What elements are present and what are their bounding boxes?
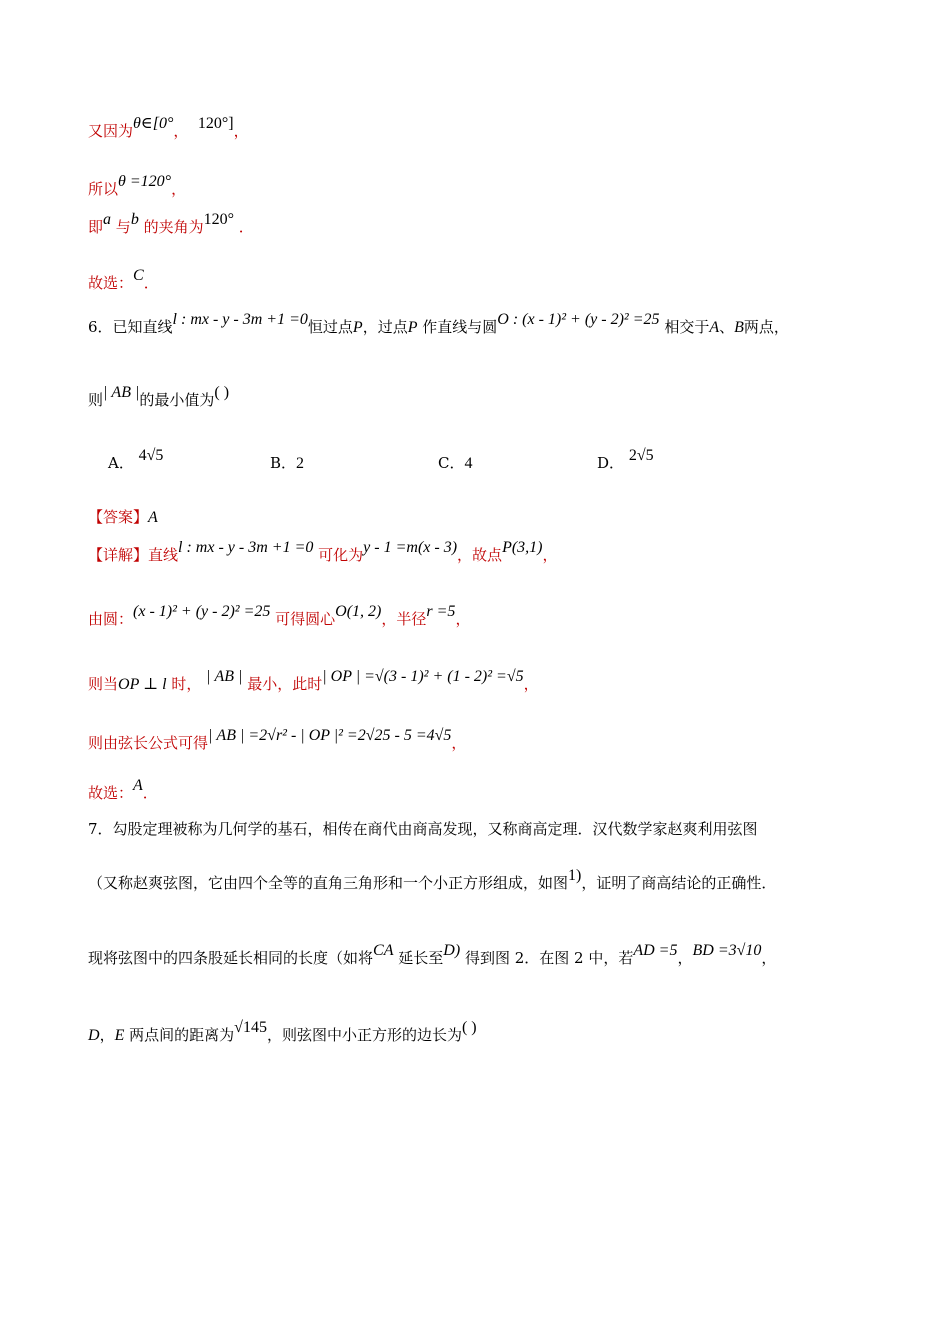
q7-line3: 现将弦图中的四条股延长相同的长度（如将CA 延长至D) 得到图 2．在图 2 中，若AD =5，BD =3√10， xyxy=(88,942,777,967)
option-d: D． 2√5 xyxy=(597,447,654,472)
q7-line1: 7．勾股定理被称为几何学的基石，相传在商代由商高发现，又称商高定理．汉代数学家赵爽利用弦图 xyxy=(88,820,758,838)
detail-line: 【详解】直线l : mx - y - 3m +1 =0 可化为y - 1 =m(x - 3)，故点P(3,1)， xyxy=(88,539,558,564)
circle-line: 由圆：(x - 1)² + (y - 2)² =25 可得圆心O(1, 2)，半径r =5， xyxy=(88,603,471,628)
q6-stem-line1: 6．已知直线l : mx - y - 3m +1 =0恒过点P，过点P 作直线与圆O : (x - 1)² + (y - 2)² =25 相交于A、B两点， xyxy=(88,311,789,336)
perp-line: 则当OP ⊥ l 时， | AB | 最小，此时| OP | =√(3 - 1)² + (1 - 2)² =√5， xyxy=(88,668,539,693)
option-b: B．2 xyxy=(270,454,305,472)
answer-line: 【答案】A xyxy=(88,508,158,526)
line-answer-c: 故选：C． xyxy=(88,267,159,292)
line-theta-value: 所以θ =120°， xyxy=(88,173,187,198)
option-c: C．4 xyxy=(438,454,473,472)
q7-line4: D，E 两点间的距离为√145，则弦图中小正方形的边长为( ) xyxy=(88,1019,477,1044)
line-theta-range: 又因为θ∈[0°， 120°]， xyxy=(88,115,249,140)
chord-line: 则由弦长公式可得| AB | =2√r² - | OP |² =2√25 - 5 =4√5， xyxy=(88,727,467,752)
option-a: A． 4√5 xyxy=(108,447,164,472)
answer-a-line: 故选：A． xyxy=(88,777,158,802)
q6-stem-line2: 则| AB |的最小值为( ) xyxy=(88,384,230,409)
line-angle: 即a 与b 的夹角为120° ． xyxy=(88,211,254,236)
q7-line2: （又称赵爽弦图，它由四个全等的直角三角形和一个小正方形组成，如图1)，证明了商高结论的正确性． xyxy=(88,867,777,892)
